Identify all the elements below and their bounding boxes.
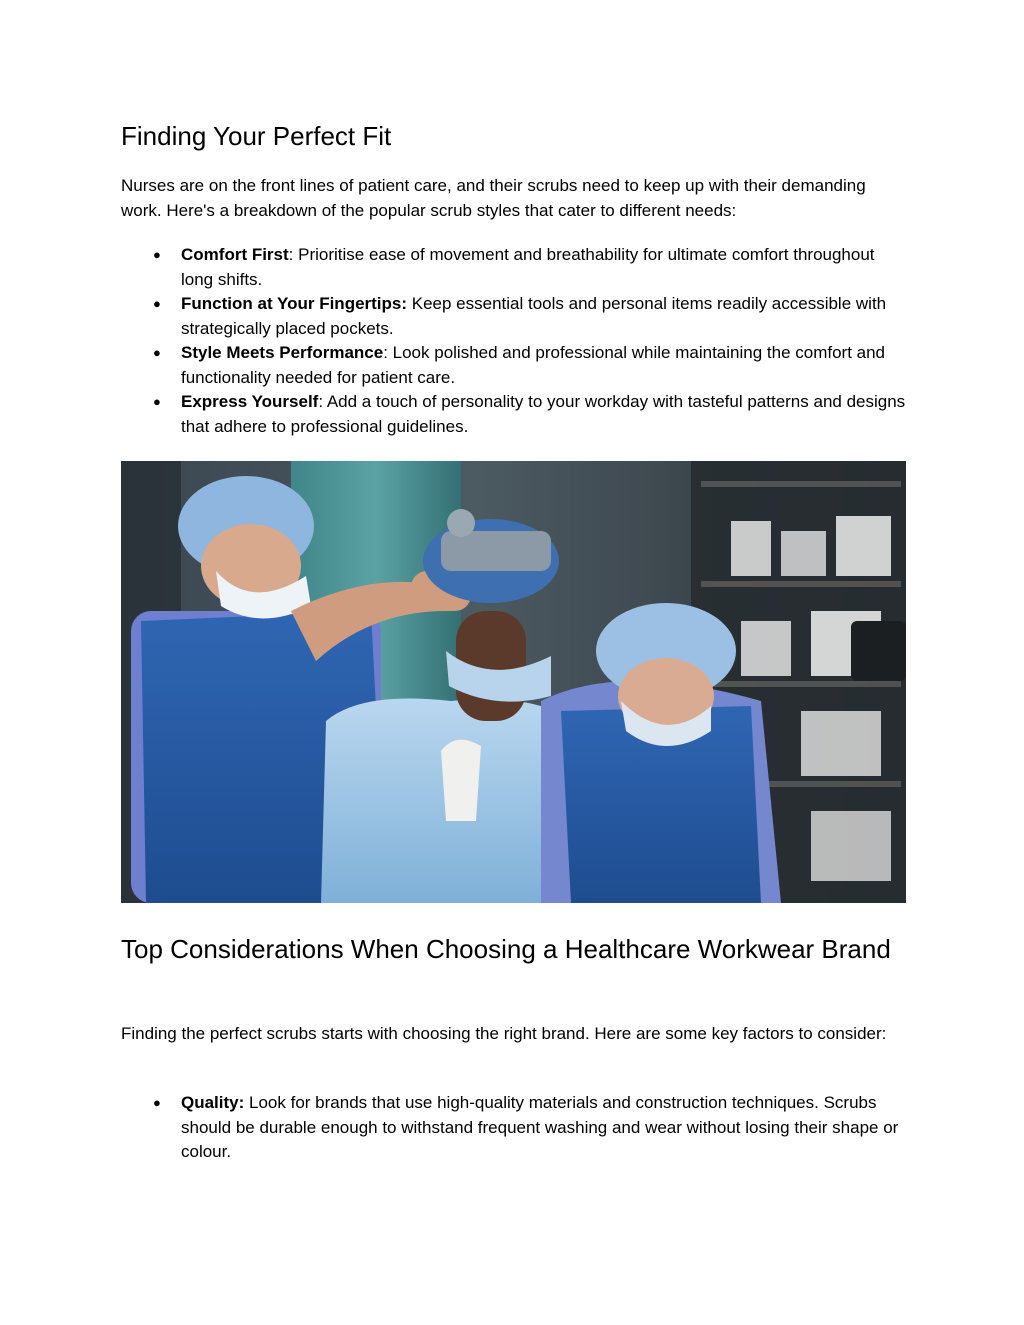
list-item bbox=[121, 341, 906, 390]
surgical-team-photo bbox=[121, 461, 906, 903]
bullet-icon: ● bbox=[153, 345, 161, 360]
list-item-term: Quality: bbox=[181, 1093, 245, 1112]
list-item-term: Style Meets Performance bbox=[181, 343, 384, 362]
section-intro-paragraph: Nurses are on the front lines of patient care, and their scrubs need to keep up with their demanding work. Here's a breakdown of the popular scrub styles that cater to different needs: bbox=[121, 176, 866, 220]
bullet-icon: ● bbox=[153, 1095, 161, 1110]
section-heading-finding-fit: Finding Your Perfect Fit bbox=[121, 121, 392, 151]
list-item-term: Express Yourself bbox=[181, 392, 319, 411]
bullet-icon: ● bbox=[153, 296, 161, 311]
list-item bbox=[121, 1091, 906, 1165]
list-item-text: Keep essential tools and personal items readily accessible with strategically placed pockets. bbox=[181, 294, 887, 338]
list-item-text: : Look polished and professional while maintaining the comfort and functionality needed for patient care. bbox=[181, 343, 886, 387]
list-item bbox=[121, 292, 906, 341]
section-heading-considerations: Top Considerations When Choosing a Healthcare Workwear Brand bbox=[121, 934, 891, 964]
bullet-icon: ● bbox=[153, 247, 161, 262]
list-item-term: Comfort First bbox=[181, 245, 289, 264]
list-item-text: : Prioritise ease of movement and breathability for ultimate comfort throughout long shifts. bbox=[181, 245, 875, 289]
bullet-icon: ● bbox=[153, 394, 161, 409]
list-item-term: Function at Your Fingertips: bbox=[181, 294, 408, 313]
list-item-text: : Add a touch of personality to your workday with tasteful patterns and designs that adhere to professional guidelines. bbox=[181, 392, 906, 436]
section-intro-paragraph: Finding the perfect scrubs starts with choosing the right brand. Here are some key factors to consider: bbox=[121, 1024, 887, 1043]
brand-factors-list bbox=[121, 1091, 906, 1165]
list-item bbox=[121, 243, 906, 292]
list-item-text: Look for brands that use high-quality materials and construction techniques. Scrubs should be durable enough to withstand frequent washing and wear without losing their shape or colour. bbox=[181, 1093, 899, 1161]
scrub-styles-list bbox=[121, 243, 906, 439]
list-item bbox=[121, 390, 906, 439]
surgical-team-illustration bbox=[121, 461, 906, 903]
